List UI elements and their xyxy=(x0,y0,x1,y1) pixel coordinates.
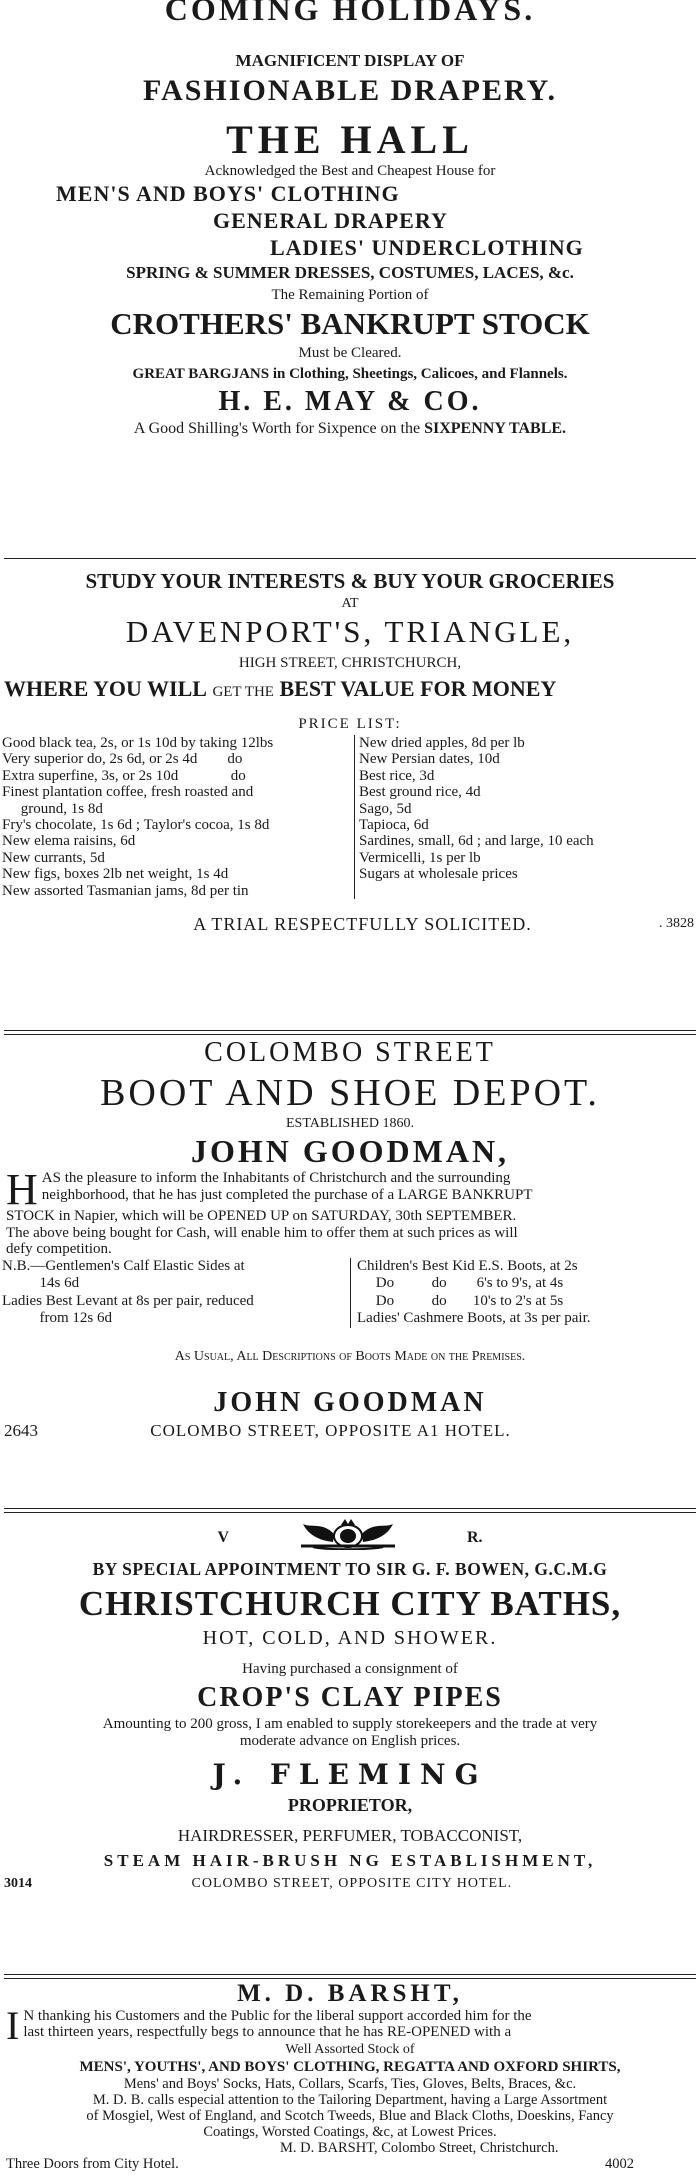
list-item: New currants, 5d xyxy=(2,849,105,866)
text-trial-solicited: A TRIAL RESPECTFULLY SOLICITED. xyxy=(193,914,532,935)
text-sixpenny-table xyxy=(0,419,700,439)
barsht-footer-row xyxy=(0,2156,700,2172)
ad-number: 4002 xyxy=(605,2156,634,2172)
heading-davenports-triangle: DAVENPORT'S, TRIANGLE, xyxy=(125,614,575,649)
divider-2 xyxy=(4,1030,696,1035)
text-high-street: HIGH STREET, CHRISTCHURCH, xyxy=(238,655,462,671)
text-remaining-portion: The Remaining Portion of xyxy=(271,287,429,303)
heading-fashionable-drapery: FASHIONABLE DRAPERY. xyxy=(142,74,557,107)
list-item: Fry's chocolate, 1s 6d ; Taylor's cocoa, 1s 8d xyxy=(2,817,270,834)
ad-barsht xyxy=(0,1980,700,2178)
boot-prices-right xyxy=(351,1258,590,1328)
list-item: Very superior do, 2s 6d, or 2s 4d do xyxy=(2,751,243,768)
text-mens-boys-clothing: MEN'S AND BOYS' CLOTHING xyxy=(56,181,400,206)
ad-number: 3014 xyxy=(4,1876,32,1891)
heading-m-d-barsht: M. D. BARSHT, xyxy=(237,1980,463,2007)
text-having-purchased: Having purchased a consignment of xyxy=(242,1661,458,1677)
ad-davenports xyxy=(0,566,700,1023)
text-established: ESTABLISHED 1860. xyxy=(286,1116,414,1131)
paragraph-line: last thirteen years, respectfully begs to announce that he has RE-OPENED with a xyxy=(23,2024,512,2041)
price-list-right xyxy=(355,735,594,899)
drop-cap-h: H xyxy=(6,1165,38,1214)
heading-boot-shoe-depot: BOOT AND SHOE DEPOT. xyxy=(100,1072,600,1114)
paragraph-line: The above being bought for Cash, will enable him to offer them at such prices as will xyxy=(6,1224,518,1241)
letter-r: R. xyxy=(467,1529,483,1547)
heading-john-goodman-footer: JOHN GOODMAN xyxy=(213,1386,487,1418)
list-item: N.B.—Gentlemen's Calf Elastic Sides at xyxy=(2,1257,245,1274)
paragraph-line: AS the pleasure to inform the Inhabitants of Christchurch and the surrounding xyxy=(41,1170,511,1186)
text-spring-summer: SPRING & SUMMER DRESSES, COSTUMES, LACES, &c. xyxy=(126,263,574,282)
text-colombo-opposite-a1: COLOMBO STREET, OPPOSITE A1 HOTEL. xyxy=(150,1420,511,1440)
text-sixpenny-table-label: SIXPENNY TABLE. xyxy=(424,420,567,437)
heading-price-list: PRICE LIST: xyxy=(298,716,402,732)
heading-christchurch-city-baths: CHRISTCHURCH CITY BATHS, xyxy=(78,1584,622,1623)
list-item: ground, 1s 8d xyxy=(2,800,103,817)
heading-j-fleming: J. FLEMING xyxy=(212,1758,488,1791)
list-item: Sugars at wholesale prices xyxy=(359,866,518,883)
text-mosgiel: of Mosgiel, West of England, and Scotch Tweeds, Blue and Black Cloths, Doeskins, Fancy xyxy=(86,2108,614,2124)
text-where-you-will: WHERE YOU WILL xyxy=(4,676,207,701)
text-steam-hair-brush: STEAM HAIR-BRUSH NG ESTABLISHMENT, xyxy=(103,1851,597,1870)
text-hot-cold-shower: HOT, COLD, AND SHOWER. xyxy=(202,1627,498,1649)
list-item: Sardines, small, 6d ; and large, 10 each xyxy=(359,833,594,850)
text-amounting: Amounting to 200 gross, I am enabled to supply storekeepers and the trade at very xyxy=(102,1716,598,1732)
heading-h-e-may: H. E. MAY & CO. xyxy=(218,386,482,417)
list-item: Do do 6's to 9's, at 4s xyxy=(357,1275,564,1292)
text-barsht-address: M. D. BARSHT, Colombo Street, Christchurch. xyxy=(280,2140,559,2156)
paragraph-line: N thanking his Customers and the Public for the liberal support accorded him for the xyxy=(23,2008,532,2024)
divider-3 xyxy=(4,1508,696,1513)
boot-prices-left xyxy=(2,1258,351,1328)
drop-cap-i: I xyxy=(6,2003,20,2048)
list-item: New dried apples, 8d per lb xyxy=(359,735,525,751)
heading-study-interests: STUDY YOUR INTERESTS & BUY YOUR GROCERIES xyxy=(85,569,615,593)
text-socks-hats: Mens' and Boys' Socks, Hats, Collars, Scarfs, Ties, Gloves, Belts, Braces, &c. xyxy=(123,2076,577,2092)
letter-v: V xyxy=(217,1529,229,1547)
text-well-assorted: Well Assorted Stock of xyxy=(285,2042,415,2057)
text-at: AT xyxy=(341,596,359,611)
heading-colombo-street: COLOMBO STREET xyxy=(204,1037,496,1068)
text-moderate-advance: moderate advance on English prices. xyxy=(239,1733,461,1749)
trial-row xyxy=(0,913,700,935)
list-item: Sago, 5d xyxy=(359,800,412,817)
text-general-drapery: GENERAL DRAPERY xyxy=(213,208,448,233)
text-good-shilling: A Good Shilling's Worth for Sixpence on the xyxy=(133,420,421,437)
heading-john-goodman: JOHN GOODMAN, xyxy=(190,1133,510,1169)
list-item: Best rice, 3d xyxy=(359,767,435,784)
list-item: Extra superfine, 3s, or 2s 10d do xyxy=(2,767,246,784)
list-item: Finest plantation coffee, fresh roasted and xyxy=(2,784,254,801)
text-coatings: Coatings, Worsted Coatings, &c, at Lowest Prices. xyxy=(203,2124,497,2140)
paragraph-line: STOCK in Napier, which will be OPENED UP on SATURDAY, 30th SEPTEMBER. xyxy=(6,1208,517,1224)
text-hairdresser: HAIRDRESSER, PERFUMER, TOBACCONIST, xyxy=(177,1826,523,1845)
text-great-bargains: GREAT BARGJANS in Clothing, Sheetings, Calicoes, and Flannels. xyxy=(132,366,568,382)
heading-crothers-bankrupt-stock: CROTHERS' BANKRUPT STOCK xyxy=(110,306,590,341)
text-best-value-for-money: BEST VALUE FOR MONEY xyxy=(279,676,557,701)
heading-coming-holidays: COMING HOLIDAYS. xyxy=(164,0,536,27)
list-item: New figs, boxes 2lb net weight, 1s 4d xyxy=(2,866,229,883)
list-item: Children's Best Kid E.S. Boots, at 2s xyxy=(357,1257,578,1274)
text-must-be-cleared: Must be Cleared. xyxy=(298,345,402,361)
ad-number: . 3828 xyxy=(658,916,694,932)
price-list-left xyxy=(2,735,355,899)
ad-the-hall xyxy=(0,0,700,546)
boot-prices xyxy=(0,1258,700,1328)
ad-boot-shoe-depot xyxy=(0,1036,700,1506)
list-item: Good black tea, 2s, or 1s 10d by taking 12lbs xyxy=(2,735,274,751)
list-item: Ladies' Cashmere Boots, at 3s per pair. xyxy=(357,1310,591,1327)
barsht-paragraph xyxy=(0,2003,700,2048)
paragraph-line: defy competition. xyxy=(6,1241,112,1258)
list-item: from 12s 6d xyxy=(2,1310,112,1327)
list-item: Ladies Best Levant at 8s per pair, reduced xyxy=(2,1292,254,1309)
text-mens-youths-clothing: MENS', YOUTHS', AND BOYS' CLOTHING, REGATTA AND OXFORD SHIRTS, xyxy=(79,2059,621,2075)
ad-city-baths xyxy=(0,1516,700,1971)
text-tailoring: M. D. B. calls especial attention to the Tailoring Department, having a Large Assortment xyxy=(92,2092,608,2108)
heading-crops-clay-pipes: CROP'S CLAY PIPES xyxy=(197,1682,503,1713)
paragraph-line: neighborhood, that he has just completed the purchase of a LARGE BANKRUPT xyxy=(41,1186,533,1203)
text-acknowledged: Acknowledged the Best and Cheapest House for xyxy=(204,163,496,179)
address-row xyxy=(0,1874,700,1894)
list-item: Best ground rice, 4d xyxy=(359,784,481,801)
ad-number: 2643 xyxy=(4,1420,38,1440)
subheading-display: MAGNIFICENT DISPLAY OF xyxy=(235,51,465,70)
text-proprietor: PROPRIETOR, xyxy=(287,1795,413,1815)
list-item: Vermicelli, 1s per lb xyxy=(359,849,481,866)
text-colombo-opposite-city: COLOMBO STREET, OPPOSITE CITY HOTEL. xyxy=(191,1876,513,1891)
list-item: 14s 6d xyxy=(2,1275,80,1292)
text-as-usual: As Usual, All Descriptions of Boots Made on the Premises. xyxy=(174,1348,526,1364)
royal-crest-row xyxy=(0,1516,700,1556)
text-ladies-underclothing: LADIES' UNDERCLOTHING xyxy=(270,235,584,260)
divider-1 xyxy=(4,558,696,559)
list-item: Do do 10's to 2's at 5s xyxy=(357,1292,564,1309)
address-row xyxy=(0,1420,700,1442)
divider-4 xyxy=(4,1974,696,1979)
text-three-doors: Three Doors from City Hotel. xyxy=(6,2156,179,2172)
list-item: Tapioca, 6d xyxy=(359,817,429,834)
text-best-value xyxy=(4,674,700,707)
boot-paragraph xyxy=(0,1165,700,1258)
list-item: New assorted Tasmanian jams, 8d per tin xyxy=(2,882,249,899)
text-special-appointment: BY SPECIAL APPOINTMENT TO SIR G. F. BOWEN, G.C.M.G xyxy=(92,1559,608,1579)
list-item: New Persian dates, 10d xyxy=(359,751,500,768)
list-item: New elema raisins, 6d xyxy=(2,833,136,850)
price-list xyxy=(0,735,700,899)
heading-the-hall: THE HALL xyxy=(226,117,474,162)
text-get-the: GET THE xyxy=(212,684,274,700)
royal-crest-icon xyxy=(293,1516,403,1561)
